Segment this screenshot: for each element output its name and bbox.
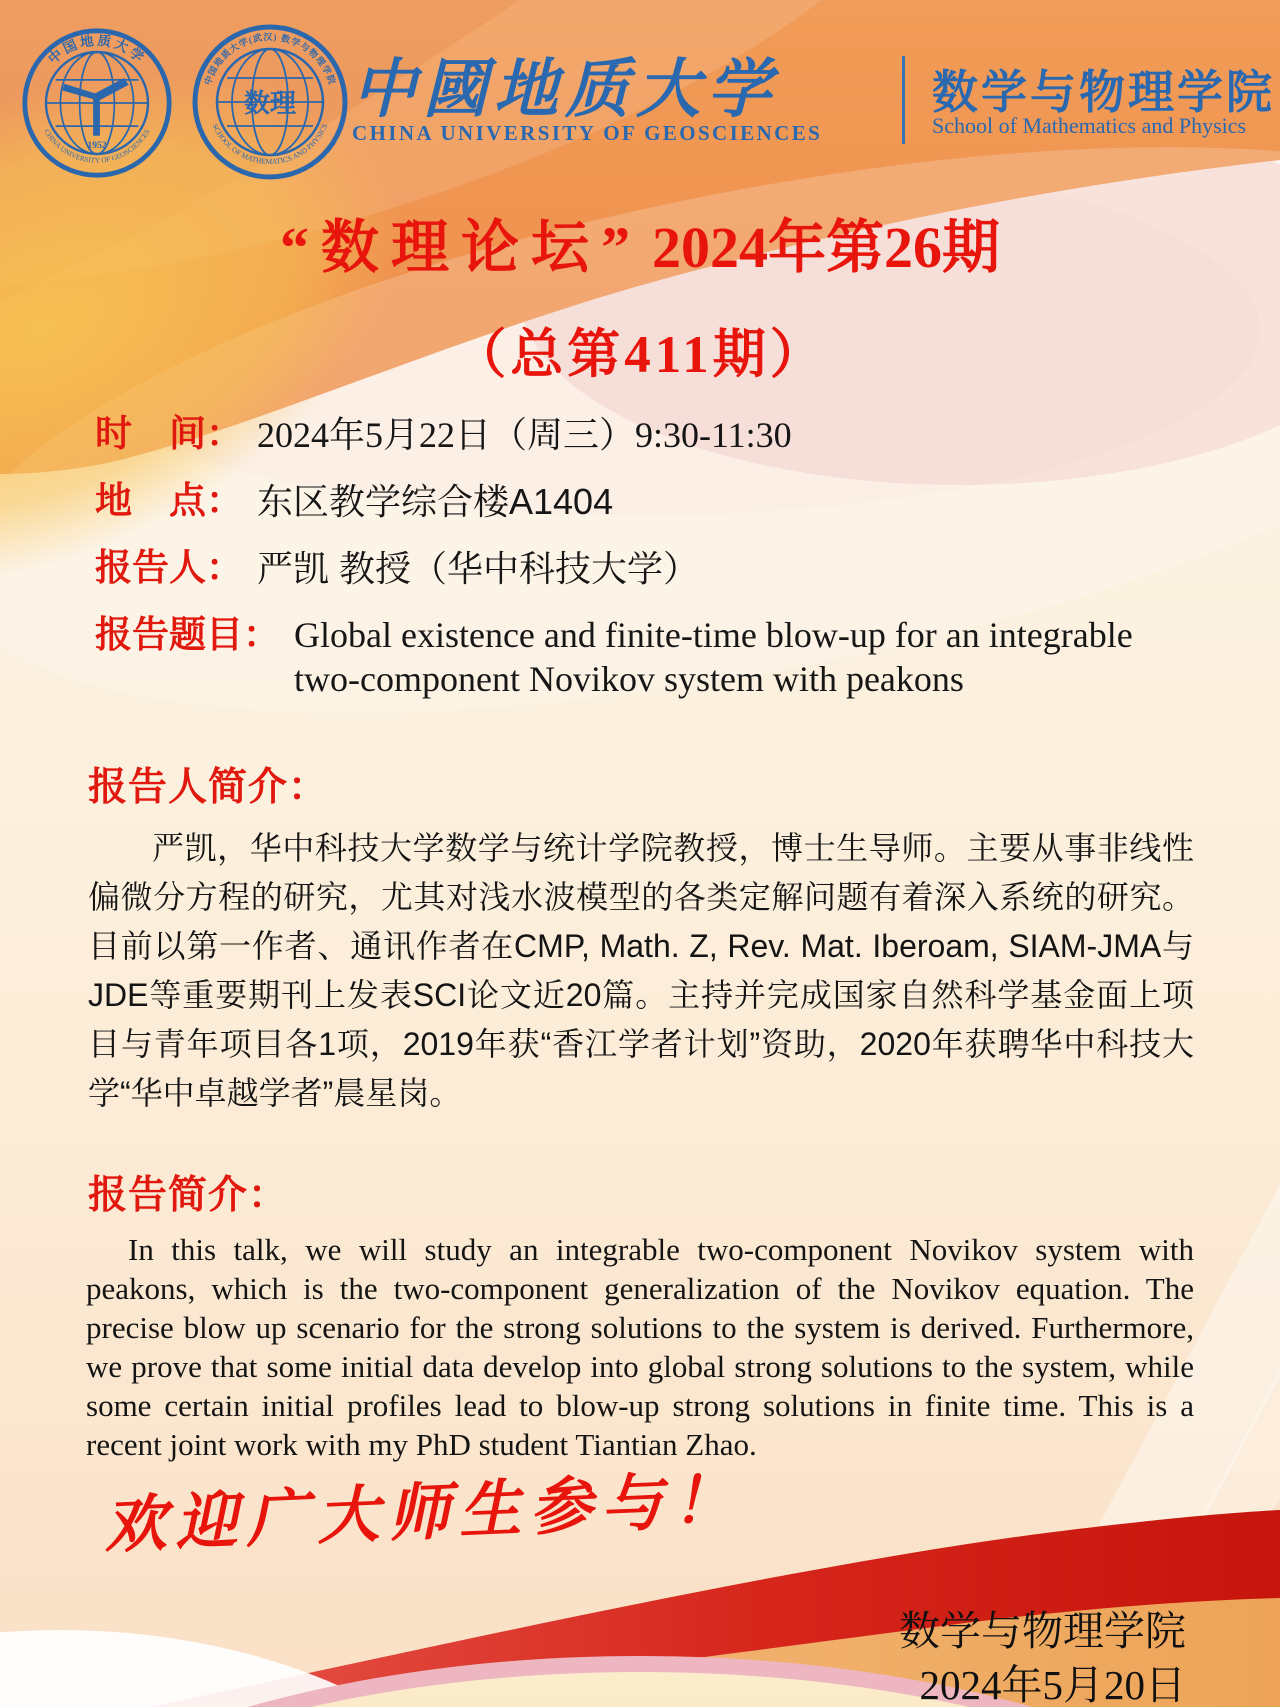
time-label: 时 间： xyxy=(95,414,243,455)
forum-title xyxy=(0,200,1280,284)
university-seal-icon xyxy=(20,26,174,180)
speaker-bio-text: 严凯，华中科技大学数学与统计学院教授，博士生导师。主要从事非线性偏微分方程的研究，尤其对浅水波模型的各类定解问题有着深入系统的研究。目前以第一作者、通讯作者在CMP, Math. Z, Rev. Mat. Iberoam, SIAM-JMA与JDE等重要期刊上发表SCI论文近20篇。主持并完成国家自然科学基金面上项目与青年项目各1项，2019年获“香江学者计划”资助，2020年获聘华中科技大学“华中卓越学者”晨星岗。 xyxy=(88,830,1194,1111)
abstract-text: In this talk, we will study an integrable two-component Novikov system with peakons, which is the two-component generalization of the Novikov equation. The precise blow up scenario for the strong solutions to the system is derived. Furthermore, we prove that some initial data develop into global strong solutions to the system, while some certain initial profiles lead to blow-up strong solutions in finite time. This is a recent joint work with my PhD student Tiantian Zhao. xyxy=(86,1232,1194,1462)
info-row-talk-title xyxy=(95,613,1197,701)
talk-title-label: 报告题目： xyxy=(95,615,280,656)
seal1-year: 1952 xyxy=(87,140,107,152)
header-divider xyxy=(902,56,905,144)
location-value: 东区教学综合楼A1404 xyxy=(257,481,614,522)
location-label: 地 点： xyxy=(95,481,243,522)
footer-date: 2024年5月20日 xyxy=(919,1662,1186,1707)
talk-title-value: Global existence and finite-time blow-up for an integrable two-component Novikov system with peakons xyxy=(294,615,1133,699)
speaker-label: 报告人： xyxy=(95,548,243,589)
speaker-bio-heading: 报告人简介： xyxy=(88,766,329,809)
svg-text:SCHOOL OF MATHEMATICS AND PHYS xyxy=(211,122,330,166)
speaker-value: 严凯 教授（华中科技大学） xyxy=(257,548,700,589)
footer-signature xyxy=(899,1604,1186,1707)
school-seal-icon xyxy=(190,22,350,182)
event-info xyxy=(95,412,1197,722)
school-name-en: School of Mathematics and Physics xyxy=(932,113,1247,138)
university-name-en: CHINA UNIVERSITY OF GEOSCIENCES xyxy=(352,121,823,145)
university-name-cn: 中國地质大学 xyxy=(352,54,778,125)
school-name-cn: 数学与物理学院 xyxy=(932,66,1275,118)
svg-text:中国地质大学 xyxy=(45,32,150,67)
forum-title-cumulative-issue: （总第411期） xyxy=(453,326,827,384)
footer-organization: 数学与物理学院 xyxy=(899,1608,1186,1654)
seal1-top-text: 中国地质大学 xyxy=(45,32,149,67)
time-value: 2024年5月22日（周三）9:30-11:30 xyxy=(257,415,792,455)
geology-hammer-icon xyxy=(62,78,128,136)
abstract-heading: 报告简介： xyxy=(88,1174,289,1217)
welcome-message: 欢迎广大师生参与！ xyxy=(102,1466,745,1561)
info-row-location xyxy=(95,479,1197,525)
seal2-bottom-text: SCHOOL OF MATHEMATICS AND PHYSICS xyxy=(210,122,330,167)
info-row-speaker xyxy=(95,546,1197,592)
seal1-bottom-text: CHINA UNIVERSITY OF GEOSCIENCES xyxy=(42,127,152,165)
seal2-center-glyph: 数理 xyxy=(243,89,297,118)
info-row-time xyxy=(95,412,1197,458)
forum-title-issue: 2024年第26期 xyxy=(652,215,1001,280)
seal2-top-text: 中国地质大学(武汉) 数学与物理学院 xyxy=(202,31,338,87)
forum-title-quoted: “数理论坛” xyxy=(279,215,642,280)
